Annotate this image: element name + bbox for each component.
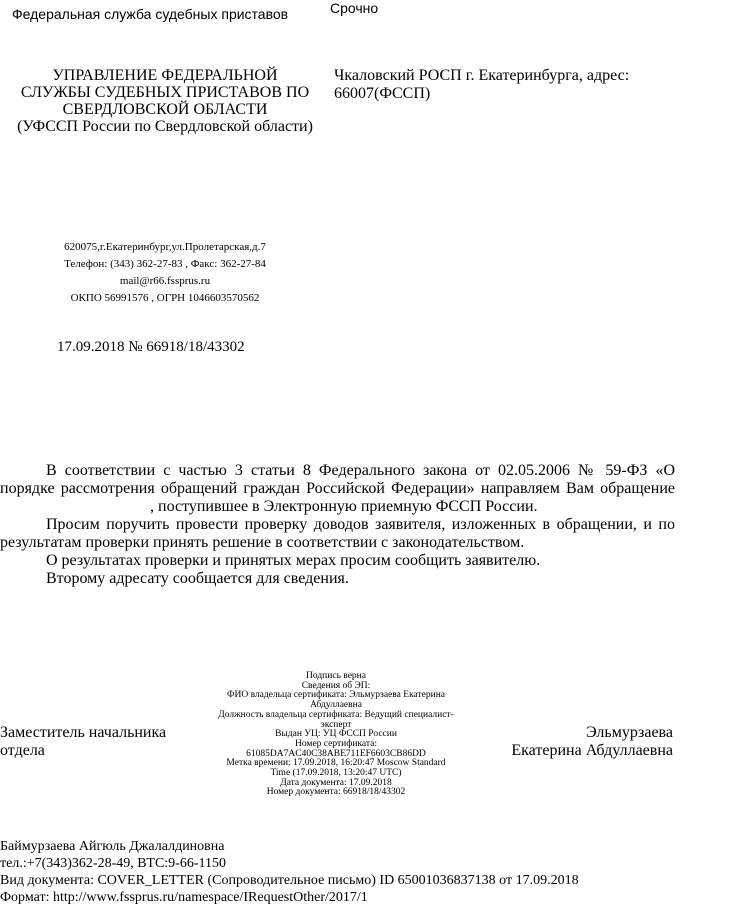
sender-title-line: СВЕРДЛОВСКОЙ ОБЛАСТИ xyxy=(62,101,268,118)
sender-codes: ОКПО 56991576 , ОГРН 1046603570562 xyxy=(70,292,260,304)
paragraph-text: В соответствии с частью 3 статьи 8 Федерального закона от 02.05.2006 № 59-ФЗ «О порядке рассмотрения обращений граждан Российской Федерации» направляем Вам обращение xyxy=(0,462,675,497)
stamp-line: ФИО владельца сертификата: Эльмурзаева Екатерина xyxy=(226,690,446,701)
recipient-block xyxy=(334,67,734,103)
paragraph: Просим поручить провести проверку доводов заявителя, изложенных в обращении, и по результатам проверки принять решение в соответствии с законодательством. xyxy=(0,516,675,551)
executor-name: Баймурзаева Айгюль Джалалдиновна xyxy=(0,839,225,854)
signer-name-line: Екатерина Абдуллаевна xyxy=(511,742,673,759)
sender-org-title xyxy=(0,67,330,135)
signer-name-line: Эльмурзаева xyxy=(586,724,673,741)
stamp-line: Метка времени: 17.09.2018, 16:20:47 Moscow Standard xyxy=(226,758,446,769)
sender-title-line: (УФССП России по Свердловской области) xyxy=(17,118,313,135)
stamp-line: 61085DA7AC40C38ABE711EF6603CB86DD xyxy=(246,748,426,759)
signer-position xyxy=(0,724,166,760)
stamp-line: Номер документа: 66918/18/43302 xyxy=(266,787,406,798)
signer-name xyxy=(511,724,673,760)
recipient-line: Чкаловский РОСП г. Екатеринбурга, адрес: xyxy=(334,67,630,84)
signer-position-line: Заместитель начальника xyxy=(0,724,167,741)
stamp-line: эксперт xyxy=(320,719,352,730)
stamp-line: Выдан УЦ: УЦ ФССП России xyxy=(275,729,397,740)
urgency-mark: Срочно xyxy=(330,0,379,16)
stamp-line: Сведения об ЭП: xyxy=(301,680,371,691)
stamp-line: Номер сертификата: xyxy=(295,738,377,749)
sender-title-line: УПРАВЛЕНИЕ ФЕДЕРАЛЬНОЙ xyxy=(52,67,278,84)
sender-email: mail@r66.fssprus.ru xyxy=(119,275,211,287)
letter-body xyxy=(0,462,675,588)
sender-title-line: СЛУЖБЫ СУДЕБНЫХ ПРИСТАВОВ ПО xyxy=(20,84,310,101)
executor-phone: тел.:+7(343)362-28-49, ВТС:9-66-1150 xyxy=(0,856,226,871)
agency-name: Федеральная служба судебных приставов xyxy=(12,6,289,22)
stamp-line: Time (17.09.2018, 13:20:47 UTC) xyxy=(270,768,402,779)
paragraph: О результатах проверки и принятых мерах просим сообщить заявителю. xyxy=(46,552,541,569)
document-type: Вид документа: COVER_LETTER (Сопроводительное письмо) ID 65001036837138 от 17.09.2018 xyxy=(0,873,579,888)
signer-position-line: отдела xyxy=(0,742,45,759)
document-format: Формат: http://www.fssprus.ru/namespace/IRequestOther/2017/1 xyxy=(0,890,368,905)
document-reference: 17.09.2018 № 66918/18/43302 xyxy=(57,339,245,355)
paragraph-text: , поступившее в Электронную приемную ФССП России. xyxy=(150,498,538,515)
sender-contacts xyxy=(0,239,330,307)
stamp-line: Дата документа: 17.09.2018 xyxy=(280,777,392,788)
recipient-line: 66007(ФССП) xyxy=(334,85,431,102)
stamp-line: Подпись верна xyxy=(306,671,366,681)
sender-address: 620075,г.Екатеринбург,ул.Пролетарская,д.7 xyxy=(64,241,266,253)
document-footer xyxy=(0,838,579,906)
paragraph xyxy=(0,462,675,516)
paragraph: Второму адресату сообщается для сведения. xyxy=(46,570,349,587)
stamp-line: Абдуллаевна xyxy=(310,700,362,711)
sender-phone: Телефон: (343) 362-27-83 , Факс: 362-27-84 xyxy=(64,258,266,270)
electronic-signature-stamp xyxy=(200,672,472,798)
stamp-line: Должность владельца сертификата: Ведущий специалист- xyxy=(218,709,454,720)
